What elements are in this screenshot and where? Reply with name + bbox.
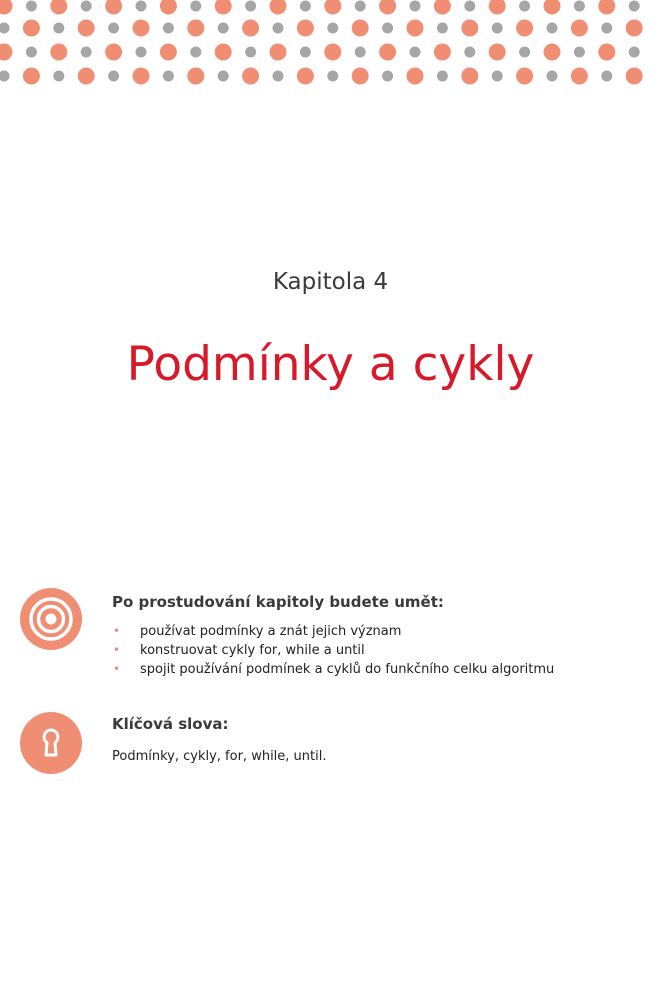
salmon-dot — [324, 44, 341, 61]
gray-dot — [547, 23, 558, 34]
gray-dot — [108, 23, 119, 34]
salmon-dot — [133, 20, 150, 37]
salmon-dot — [242, 68, 259, 85]
gray-dot — [300, 47, 311, 58]
gray-dot — [492, 71, 503, 82]
salmon-dot — [187, 20, 204, 37]
gray-dot — [108, 71, 119, 82]
salmon-dot — [489, 44, 506, 61]
salmon-dot — [297, 20, 314, 37]
salmon-dot — [133, 68, 150, 85]
salmon-dot — [187, 68, 204, 85]
salmon-dot — [379, 0, 396, 15]
gray-dot — [190, 1, 201, 12]
gray-dot — [601, 23, 612, 34]
gray-dot — [464, 47, 475, 58]
objectives-list — [112, 622, 554, 679]
gray-dot — [574, 47, 585, 58]
gray-dot — [327, 23, 338, 34]
gray-dot — [245, 1, 256, 12]
gray-dot — [410, 1, 421, 12]
gray-dot — [519, 1, 530, 12]
chapter-title: Podmínky a cykly — [126, 337, 535, 392]
gray-dot — [437, 71, 448, 82]
salmon-dot — [434, 44, 451, 61]
list-item — [112, 641, 554, 660]
gray-dot — [519, 47, 530, 58]
target-icon — [20, 588, 82, 650]
salmon-dot — [78, 68, 95, 85]
gray-dot — [601, 71, 612, 82]
salmon-dot — [352, 20, 369, 37]
gray-dot — [464, 1, 475, 12]
keywords-heading: Klíčová slova: — [112, 715, 229, 733]
gray-dot — [218, 23, 229, 34]
gray-dot — [26, 47, 37, 58]
list-item-text: používat podmínky a znát jejich význam — [140, 624, 402, 639]
salmon-dot — [516, 20, 533, 37]
list-item-text: konstruovat cykly for, while a until — [140, 643, 365, 658]
salmon-dot — [50, 0, 67, 15]
objectives-heading: Po prostudování kapitoly budete umět: — [112, 593, 444, 611]
salmon-dot — [270, 0, 287, 15]
chapter-number: Kapitola 4 — [272, 269, 389, 295]
gray-dot — [190, 47, 201, 58]
salmon-dot — [324, 0, 341, 15]
dot-pattern-header — [0, 0, 661, 90]
salmon-dot — [434, 0, 451, 15]
salmon-dot — [352, 68, 369, 85]
salmon-dot — [215, 0, 232, 15]
gray-dot — [163, 23, 174, 34]
gray-dot — [382, 23, 393, 34]
list-item-text: spojit používání podmínek a cyklů do funkčního celku algoritmu — [140, 662, 555, 677]
gray-dot — [574, 1, 585, 12]
salmon-dot — [407, 68, 424, 85]
gray-dot — [81, 1, 92, 12]
gray-dot — [218, 71, 229, 82]
gray-dot — [0, 71, 10, 82]
salmon-dot — [0, 44, 13, 61]
bullet: • — [113, 662, 121, 676]
salmon-dot — [0, 0, 13, 15]
gray-dot — [26, 1, 37, 12]
salmon-dot — [407, 20, 424, 37]
salmon-dot — [626, 68, 643, 85]
salmon-dot — [270, 44, 287, 61]
gray-dot — [382, 71, 393, 82]
gray-dot — [547, 71, 558, 82]
gray-dot — [81, 47, 92, 58]
salmon-dot — [626, 20, 643, 37]
salmon-dot — [598, 44, 615, 61]
salmon-dot — [297, 68, 314, 85]
salmon-dot — [598, 0, 615, 15]
gray-dot — [355, 47, 366, 58]
gray-dot — [437, 23, 448, 34]
keyhole-icon — [20, 712, 82, 774]
salmon-dot — [160, 44, 177, 61]
salmon-dot — [105, 0, 122, 15]
salmon-dot — [23, 20, 40, 37]
salmon-dot — [571, 20, 588, 37]
salmon-dot — [544, 0, 561, 15]
gray-dot — [629, 47, 640, 58]
list-item — [112, 660, 554, 679]
gray-dot — [163, 71, 174, 82]
salmon-dot — [23, 68, 40, 85]
gray-dot — [327, 71, 338, 82]
salmon-dot — [461, 68, 478, 85]
salmon-dot — [215, 44, 232, 61]
gray-dot — [0, 23, 10, 34]
gray-dot — [245, 47, 256, 58]
gray-dot — [53, 71, 64, 82]
salmon-dot — [461, 20, 478, 37]
salmon-dot — [50, 44, 67, 61]
gray-dot — [629, 1, 640, 12]
salmon-dot — [489, 0, 506, 15]
gray-dot — [273, 23, 284, 34]
salmon-dot — [571, 68, 588, 85]
keywords-text: Podmínky, cykly, for, while, until. — [112, 749, 327, 764]
bullet: • — [113, 643, 121, 657]
gray-dot — [273, 71, 284, 82]
salmon-dot — [544, 44, 561, 61]
salmon-dot — [242, 20, 259, 37]
gray-dot — [53, 23, 64, 34]
gray-dot — [410, 47, 421, 58]
gray-dot — [492, 23, 503, 34]
salmon-dot — [105, 44, 122, 61]
salmon-dot — [379, 44, 396, 61]
salmon-dot — [160, 0, 177, 15]
salmon-dot — [78, 20, 95, 37]
gray-dot — [355, 1, 366, 12]
bullet: • — [113, 624, 121, 638]
list-item — [112, 622, 554, 641]
salmon-dot — [516, 68, 533, 85]
gray-dot — [136, 47, 147, 58]
gray-dot — [136, 1, 147, 12]
gray-dot — [300, 1, 311, 12]
